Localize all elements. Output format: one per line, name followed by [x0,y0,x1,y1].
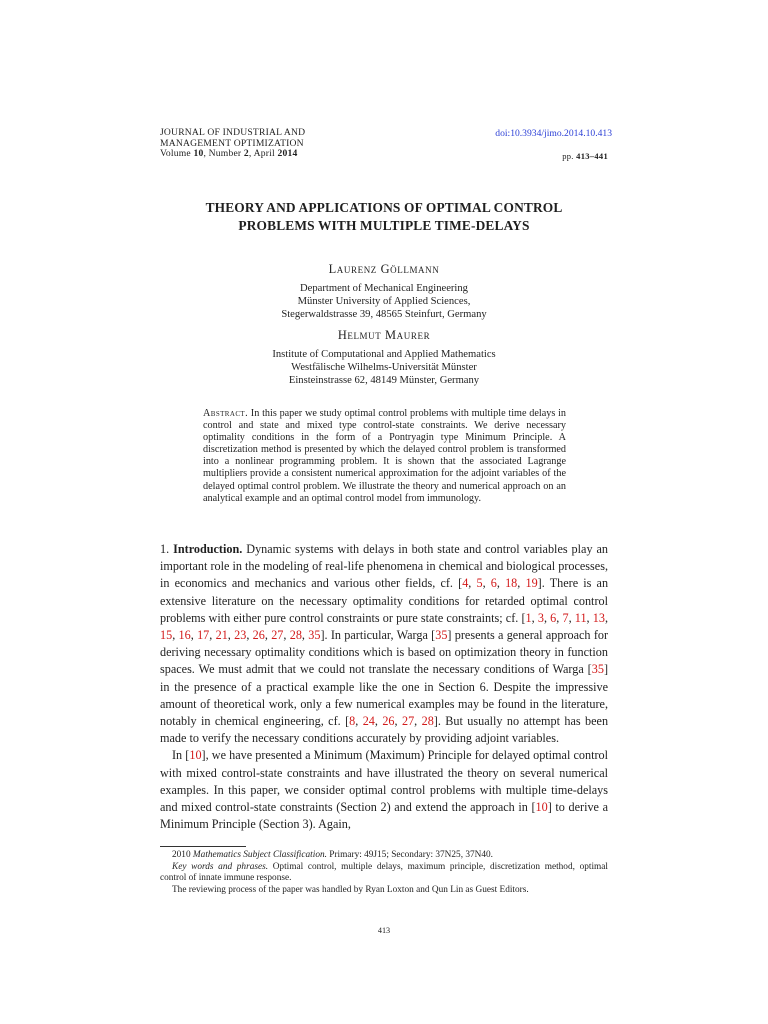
citation-link[interactable]: 27 [401,714,415,729]
review-footnote: The reviewing process of the paper was handled by Ryan Loxton and Qun Lin as Guest Editors. [172,884,529,895]
affiliation-line: Stegerwaldstrasse 39, 48565 Steinfurt, Germany [281,309,487,321]
citation-link[interactable]: 11 [574,610,587,625]
introduction-paragraph-1 [160,541,608,747]
paragraph-text: ]. But usually no attempt has been made to verify the necessary conditions accurately by providing adjoint variables. [160,714,609,746]
number-prefix: , Number [203,148,244,159]
citation-link[interactable]: 28 [421,714,434,729]
citation-link[interactable]: 7 [562,610,569,625]
pages-value: 413–441 [576,151,608,161]
doi-block [495,128,612,139]
citation-link[interactable]: 6 [490,576,497,591]
abstract [203,408,566,505]
volume-number: 10 [193,148,204,159]
paragraph-text: Dynamic systems with delays in both state and control variables play an important role in the modeling of real-life phenomena in chemical and biological processes, in economics and mechanics and various other fields, cf. [ [160,542,608,591]
citation-link[interactable]: 23 [234,628,247,643]
footnote-rule [160,846,246,847]
citation-link[interactable]: 5 [476,576,483,591]
citation-link[interactable]: 28 [289,628,302,643]
title-line2: PROBLEMS WITH MULTIPLE TIME-DELAYS [238,217,530,233]
citation-link[interactable]: 15 [160,628,173,643]
paragraph-text: , [283,628,290,643]
paragraph-text: ] to derive a Minimum Principle (Section 3). Again, [160,800,608,832]
keywords-text: Optimal control, multiple delays, maximum principle, discretization method, optimal control of innate immune response. [160,861,608,883]
keywords-label: Key words and phrases. [172,861,269,872]
paragraph-text: , [604,610,608,625]
citation-link[interactable]: 21 [215,628,228,643]
paragraph-text: , [172,628,179,643]
citation-link[interactable]: 3 [537,610,544,625]
paragraph-text: ] presents a general approach for deriving necessary optimality conditions which is based on optimization theory in function spaces. We must admit that we could not translate the necessary conditions of Warga [ [160,628,609,677]
author-name-2: Helmut Maurer [337,328,431,342]
paragraph-text: In [ [172,748,190,763]
paragraph-text: , [227,628,235,643]
citation-link[interactable]: 18 [505,576,518,591]
affiliation-line: Institute of Computational and Applied Mathematics [272,349,496,360]
citation-link[interactable]: 35 [435,628,448,643]
citation-link[interactable]: 10 [535,800,548,815]
affiliation-line: Department of Mechanical Engineering [300,283,468,294]
paragraph-text: ], we have presented a Minimum (Maximum) Principle for delayed optimal control with mixed control-state constraints and have illustrated the theory on several numerical examples. In this paper, we consider optimal control problems with multiple time-delays and mixed control-state constraints (Section 2) and extend the approach in [ [160,748,608,815]
affiliation-line: Westfälische Wilhelms-Universität Münster [291,362,477,374]
citation-link[interactable]: 17 [197,628,210,643]
author-name-1: Laurenz Göllmann [328,262,440,276]
msc-text: Primary: 49J15; Secondary: 37N25, 37N40. [326,850,493,860]
journal-name-line1: JOURNAL OF INDUSTRIAL AND [160,127,306,138]
journal-header [160,128,305,160]
citation-link[interactable]: 10 [189,748,202,763]
citation-link[interactable]: 24 [362,714,375,729]
introduction-section [160,541,608,833]
citation-link[interactable]: 35 [591,662,604,677]
citation-link[interactable]: 26 [252,628,265,643]
paragraph-text: , [496,576,506,591]
msc-footnote [160,850,608,862]
citation-link[interactable]: 13 [592,610,605,625]
introduction-paragraph-2 [160,747,608,833]
abstract-text: In this paper we study optimal control problems with multiple time delays in control and state and mixed type control-state constraints. We derive necessary optimality conditions in the form of a Pontryagin type Minimum Principle. A discretization method is presented by which the delayed control problem is transformed into a nonlinear programming problem. It is shown that the associated Lagrange multipliers provide a consistent numerical approximation for the adjoint variables of the delayed optimal control problem. We illustrate the theory and numerical approach on an analytical example and an optimal control model from immunology. [203,408,566,504]
citation-link[interactable]: 19 [525,576,538,591]
section-number: 1. [160,542,170,556]
paragraph-text: , [301,628,309,643]
paragraph-text: , [468,576,477,591]
pages-prefix: pp. [562,151,577,161]
citation-link[interactable]: 8 [349,714,356,729]
footnotes [160,850,608,896]
affiliation-line: Einsteinstrasse 62, 48149 Münster, Germany [288,375,480,387]
journal-name-line2: MANAGEMENT OPTIMIZATION [160,137,304,149]
paper-title [0,199,768,234]
volume-line [160,149,305,160]
affiliation-2 [0,348,768,388]
paragraph-text: , [264,628,272,643]
abstract-label: Abstract. [203,408,249,419]
msc-year: 2010 [172,850,193,860]
paragraph-text: , [209,628,216,643]
paragraph-text: ]. There is an extensive literature on the necessary optimality conditions for retarded optimal control problems with either pure control constraints or pure state constraints; cf. [ [160,576,609,625]
paragraph-text: , [531,610,538,625]
paragraph-text: , [556,610,563,625]
page-range [562,151,608,161]
paragraph-text: ] in the presence of a practical example like the one in Section 6. Despite the impressive amount of theoretical work, only a few numerical examples may be found in the literature, notably in chemical engineering, cf. [ [160,662,608,729]
affiliation-line: Münster University of Applied Sciences, [297,296,471,308]
title-line1: THEORY AND APPLICATIONS OF OPTIMAL CONTROL [205,200,563,215]
citation-link[interactable]: 26 [382,714,395,729]
keywords-footnote [160,862,608,885]
paragraph-text: , [568,610,575,625]
doi-link[interactable]: doi:10.3934/jimo.2014.10.413 [495,128,612,139]
citation-link[interactable]: 1 [525,610,532,625]
paragraph-text: , [482,576,491,591]
paragraph-text: , [543,610,551,625]
paragraph-text: , [374,714,383,729]
issue-year: 2014 [277,148,298,159]
paragraph-text: , [517,576,526,591]
citation-link[interactable]: 35 [308,628,321,643]
paragraph-text: , [246,628,253,643]
msc-label: Mathematics Subject Classification. [192,850,327,860]
citation-link[interactable]: 27 [271,628,284,643]
citation-link[interactable]: 6 [550,610,557,625]
paragraph-text: , [355,714,363,729]
issue-number: 2 [243,148,249,159]
paragraph-text: ]. In particular, Warga [ [320,628,436,643]
paragraph-text: , [586,610,593,625]
paragraph-text: , [190,628,198,643]
affiliation-1 [0,282,768,322]
citation-link[interactable]: 4 [462,576,469,591]
volume-prefix: Volume [160,148,194,159]
paragraph-text: , [414,714,422,729]
section-title: Introduction. [173,542,243,556]
date-prefix: , April [248,148,278,159]
citation-link[interactable]: 16 [178,628,191,643]
paragraph-text: , [394,714,402,729]
page-number: 413 [377,926,391,935]
